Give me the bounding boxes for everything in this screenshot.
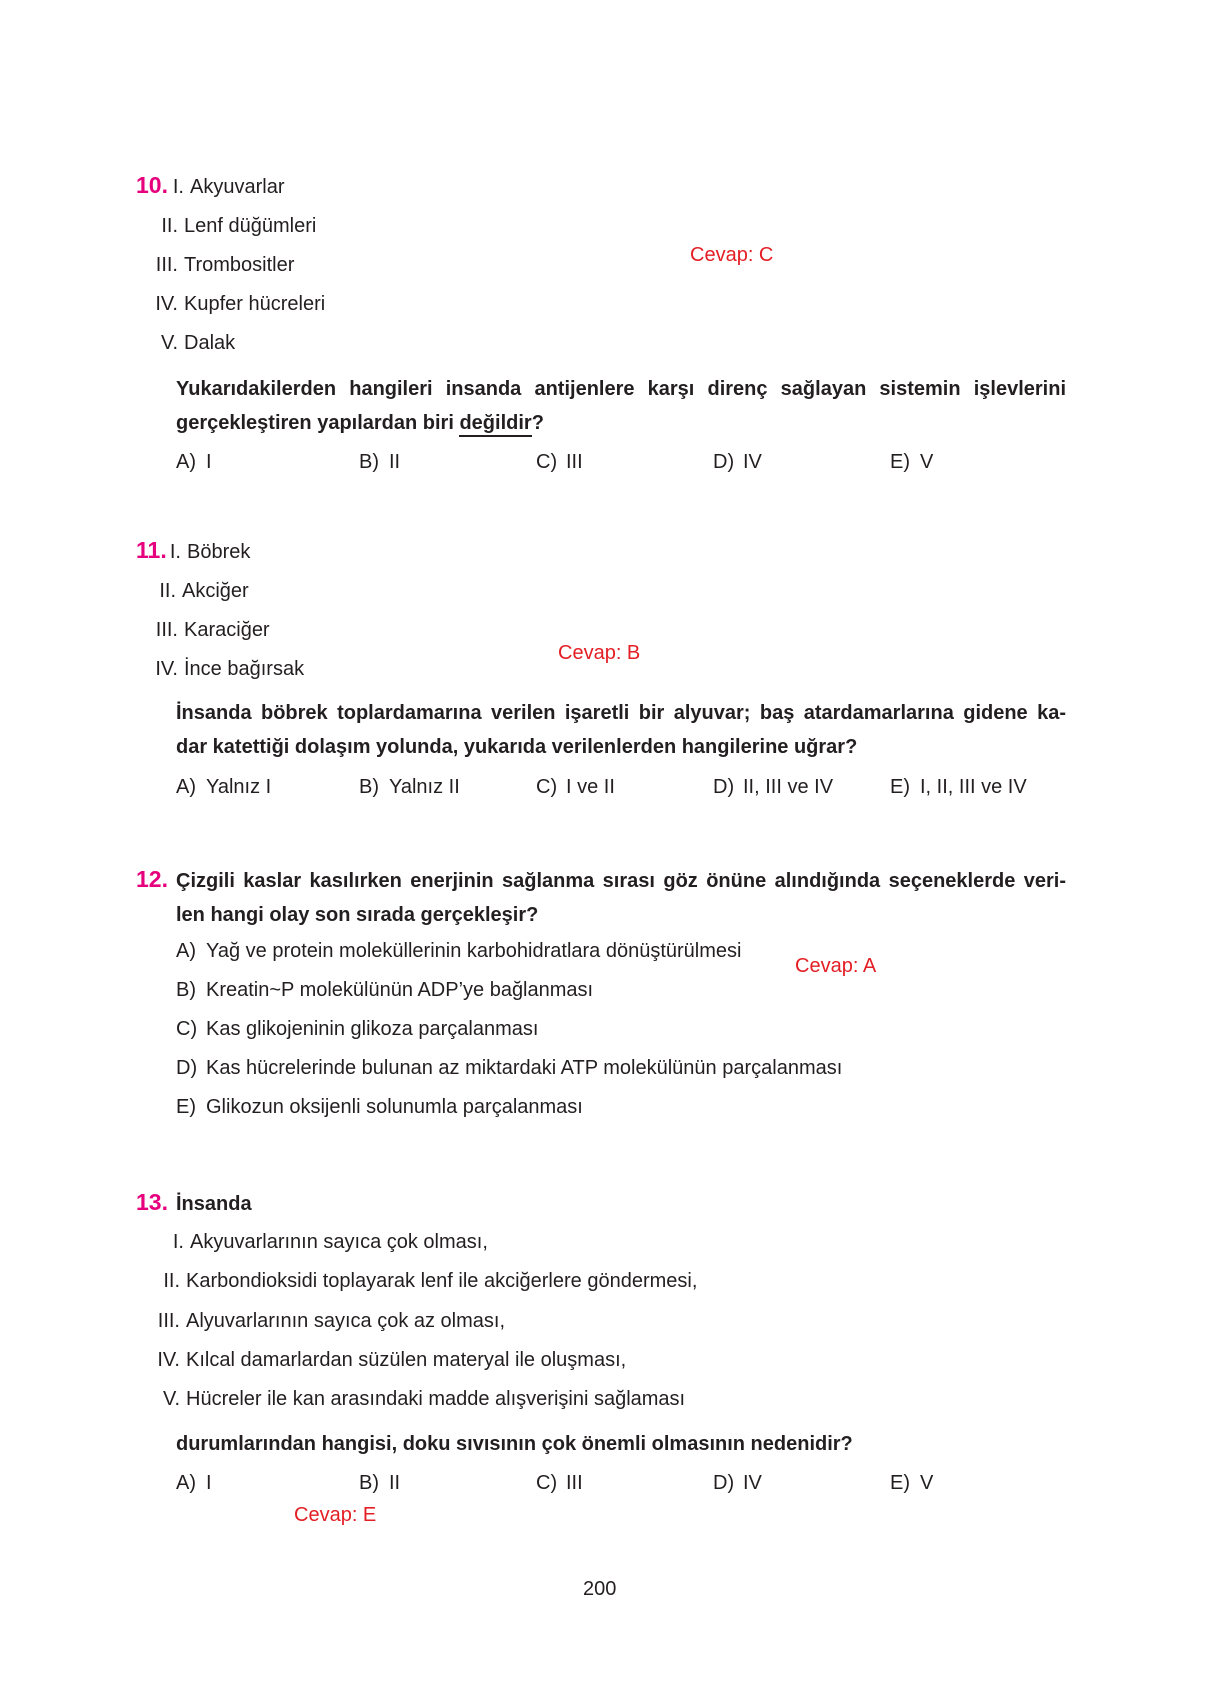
roman-numeral: I. — [169, 541, 181, 563]
option-e[interactable] — [890, 1472, 933, 1495]
statement-item — [116, 293, 325, 316]
question-stem — [176, 372, 1066, 440]
roman-numeral: III. — [155, 619, 178, 641]
statement-text: Karbondioksidi toplayarak lenf ile akciğerlere göndermesi, — [186, 1270, 698, 1292]
roman-numeral: II. — [163, 1270, 180, 1292]
option-letter: E) — [176, 1096, 196, 1118]
option-c[interactable] — [536, 1472, 583, 1495]
statement-item — [116, 658, 304, 681]
option-c[interactable] — [536, 451, 583, 474]
option-text: Yalnız II — [389, 776, 460, 798]
roman-numeral: I. — [172, 1231, 184, 1253]
option-letter: D) — [713, 451, 735, 473]
option-letter: C) — [536, 776, 558, 798]
option-text: II — [389, 451, 401, 473]
option-d[interactable] — [713, 776, 833, 799]
statement-text: Lenf düğümleri — [184, 215, 317, 237]
option-text: Yalnız I — [206, 776, 272, 798]
statement-item — [116, 215, 316, 238]
option-b[interactable] — [359, 1472, 400, 1495]
roman-numeral: I. — [172, 176, 184, 198]
statement-text: Trombositler — [184, 254, 295, 276]
option-letter: A) — [176, 940, 196, 962]
option-b[interactable] — [359, 451, 400, 474]
statement-text: İnce bağırsak — [184, 658, 305, 680]
option-letter: D) — [713, 1472, 735, 1494]
roman-numeral: IV. — [155, 293, 178, 315]
roman-numeral: V. — [160, 332, 178, 354]
statement-text: Kılcal damarlardan süzülen materyal ile oluşması, — [186, 1349, 627, 1371]
stem-line: İnsanda böbrek toplardamarına verilen işaretli bir alyuvar; baş atardamarlarına gidene ka- — [176, 702, 1066, 724]
option-text: V — [920, 1472, 934, 1494]
option-text: I ve II — [566, 776, 615, 798]
option-a[interactable] — [176, 940, 741, 963]
statement-item — [116, 332, 235, 355]
option-text: II, III ve IV — [743, 776, 834, 798]
option-letter: E) — [890, 451, 910, 473]
option-text: II — [389, 1472, 401, 1494]
stem-text: gerçekleştiren yapılardan biri — [176, 412, 460, 434]
option-letter: B) — [359, 1472, 379, 1494]
statement-text: Akciğer — [182, 580, 249, 602]
option-text: III — [566, 1472, 583, 1494]
option-letter: E) — [890, 776, 910, 798]
statement-item — [118, 1388, 685, 1411]
statement-item — [114, 580, 249, 603]
option-letter: B) — [359, 776, 379, 798]
statement-item — [118, 1310, 505, 1333]
option-a[interactable] — [176, 451, 212, 474]
option-c[interactable] — [176, 1018, 538, 1041]
statement-text: Alyuvarlarının sayıca çok az olması, — [186, 1310, 506, 1332]
option-e[interactable] — [890, 451, 933, 474]
option-d[interactable] — [713, 451, 762, 474]
answer-key: Cevap: A — [795, 955, 877, 977]
roman-numeral: IV. — [157, 1349, 180, 1371]
statement-text: Böbrek — [187, 541, 251, 563]
option-c[interactable] — [536, 776, 615, 799]
question-number: 11. — [136, 537, 167, 563]
stem-line: len hangi olay son sırada gerçekleşir? — [176, 904, 539, 926]
option-letter: C) — [536, 1472, 558, 1494]
option-text: III — [566, 451, 583, 473]
option-a[interactable] — [176, 776, 271, 799]
option-d[interactable] — [176, 1057, 842, 1080]
option-letter: E) — [890, 1472, 910, 1494]
question-stem: durumlarından hangisi, doku sıvısının çok önemli olmasının nedenidir? — [176, 1433, 853, 1455]
answer-key: Cevap: C — [690, 244, 774, 266]
question-stem — [176, 864, 1066, 932]
statement-item — [116, 619, 270, 642]
stem-line — [176, 406, 1066, 440]
roman-numeral: IV. — [155, 658, 178, 680]
statement-item — [118, 1270, 697, 1293]
roman-numeral: II. — [161, 215, 178, 237]
option-d[interactable] — [713, 1472, 762, 1495]
answer-key: Cevap: B — [558, 642, 641, 664]
option-letter: B) — [359, 451, 379, 473]
option-letter: C) — [176, 1018, 198, 1040]
statement-text: Karaciğer — [184, 619, 270, 641]
stem-text: ? — [531, 412, 544, 434]
answer-key: Cevap: E — [294, 1504, 377, 1526]
statement-item — [118, 1349, 626, 1372]
option-e[interactable] — [890, 776, 1027, 799]
option-text: IV — [743, 1472, 762, 1494]
page-number: 200 — [583, 1578, 617, 1600]
statement-text: Kupfer hücreleri — [184, 293, 326, 315]
statement-item — [119, 541, 250, 564]
statement-item — [122, 176, 284, 199]
option-text: V — [920, 451, 934, 473]
statement-text: Hücreler ile kan arasındaki madde alışverişini sağlaması — [186, 1388, 686, 1410]
question-number: 12. — [136, 866, 168, 892]
emphasis-underlined: değildir — [459, 412, 531, 437]
statement-item — [122, 1231, 488, 1254]
question-intro: İnsanda — [176, 1193, 252, 1215]
option-text: I — [206, 1472, 212, 1494]
option-text: I — [206, 451, 212, 473]
option-letter: B) — [176, 979, 196, 1001]
option-text: Glikozun oksijenli solunumla parçalanması — [206, 1096, 583, 1118]
option-text: Yağ ve protein moleküllerinin karbohidratlara dönüştürülmesi — [206, 940, 742, 962]
option-letter: A) — [176, 776, 196, 798]
roman-numeral: II. — [159, 580, 176, 602]
option-a[interactable] — [176, 1472, 212, 1495]
stem-line: Çizgili kaslar kasılırken enerjinin sağlanma sırası göz önüne alındığında seçeneklerde veri- — [176, 870, 1066, 892]
statement-text: Akyuvarlar — [190, 176, 285, 198]
roman-numeral: III. — [157, 1310, 180, 1332]
question-number: 13. — [136, 1189, 168, 1215]
question-stem — [176, 696, 1066, 764]
option-e[interactable] — [176, 1096, 583, 1119]
question-number: 10. — [136, 172, 168, 198]
roman-numeral: V. — [162, 1388, 180, 1410]
option-letter: A) — [176, 1472, 196, 1494]
option-letter: A) — [176, 451, 196, 473]
option-text: Kreatin~P molekülünün ADP’ye bağlanması — [206, 979, 594, 1001]
option-text: Kas hücrelerinde bulunan az miktardaki ATP molekülünün parçalanması — [206, 1057, 843, 1079]
statement-item — [116, 254, 294, 277]
option-b[interactable] — [176, 979, 593, 1002]
statement-text: Dalak — [184, 332, 236, 354]
statement-text: Akyuvarlarının sayıca çok olması, — [190, 1231, 488, 1253]
option-letter: D) — [713, 776, 735, 798]
stem-line: dar katettiği dolaşım yolunda, yukarıda verilenlerden hangilerine uğrar? — [176, 736, 858, 758]
option-text: I, II, III ve IV — [920, 776, 1027, 798]
option-text: Kas glikojeninin glikoza parçalanması — [206, 1018, 539, 1040]
option-letter: C) — [536, 451, 558, 473]
option-text: IV — [743, 451, 762, 473]
option-b[interactable] — [359, 776, 460, 799]
option-letter: D) — [176, 1057, 198, 1079]
stem-line: Yukarıdakilerden hangileri insanda antijenlere karşı direnç sağlayan sistemin işlevlerini — [176, 378, 1066, 400]
roman-numeral: III. — [155, 254, 178, 276]
